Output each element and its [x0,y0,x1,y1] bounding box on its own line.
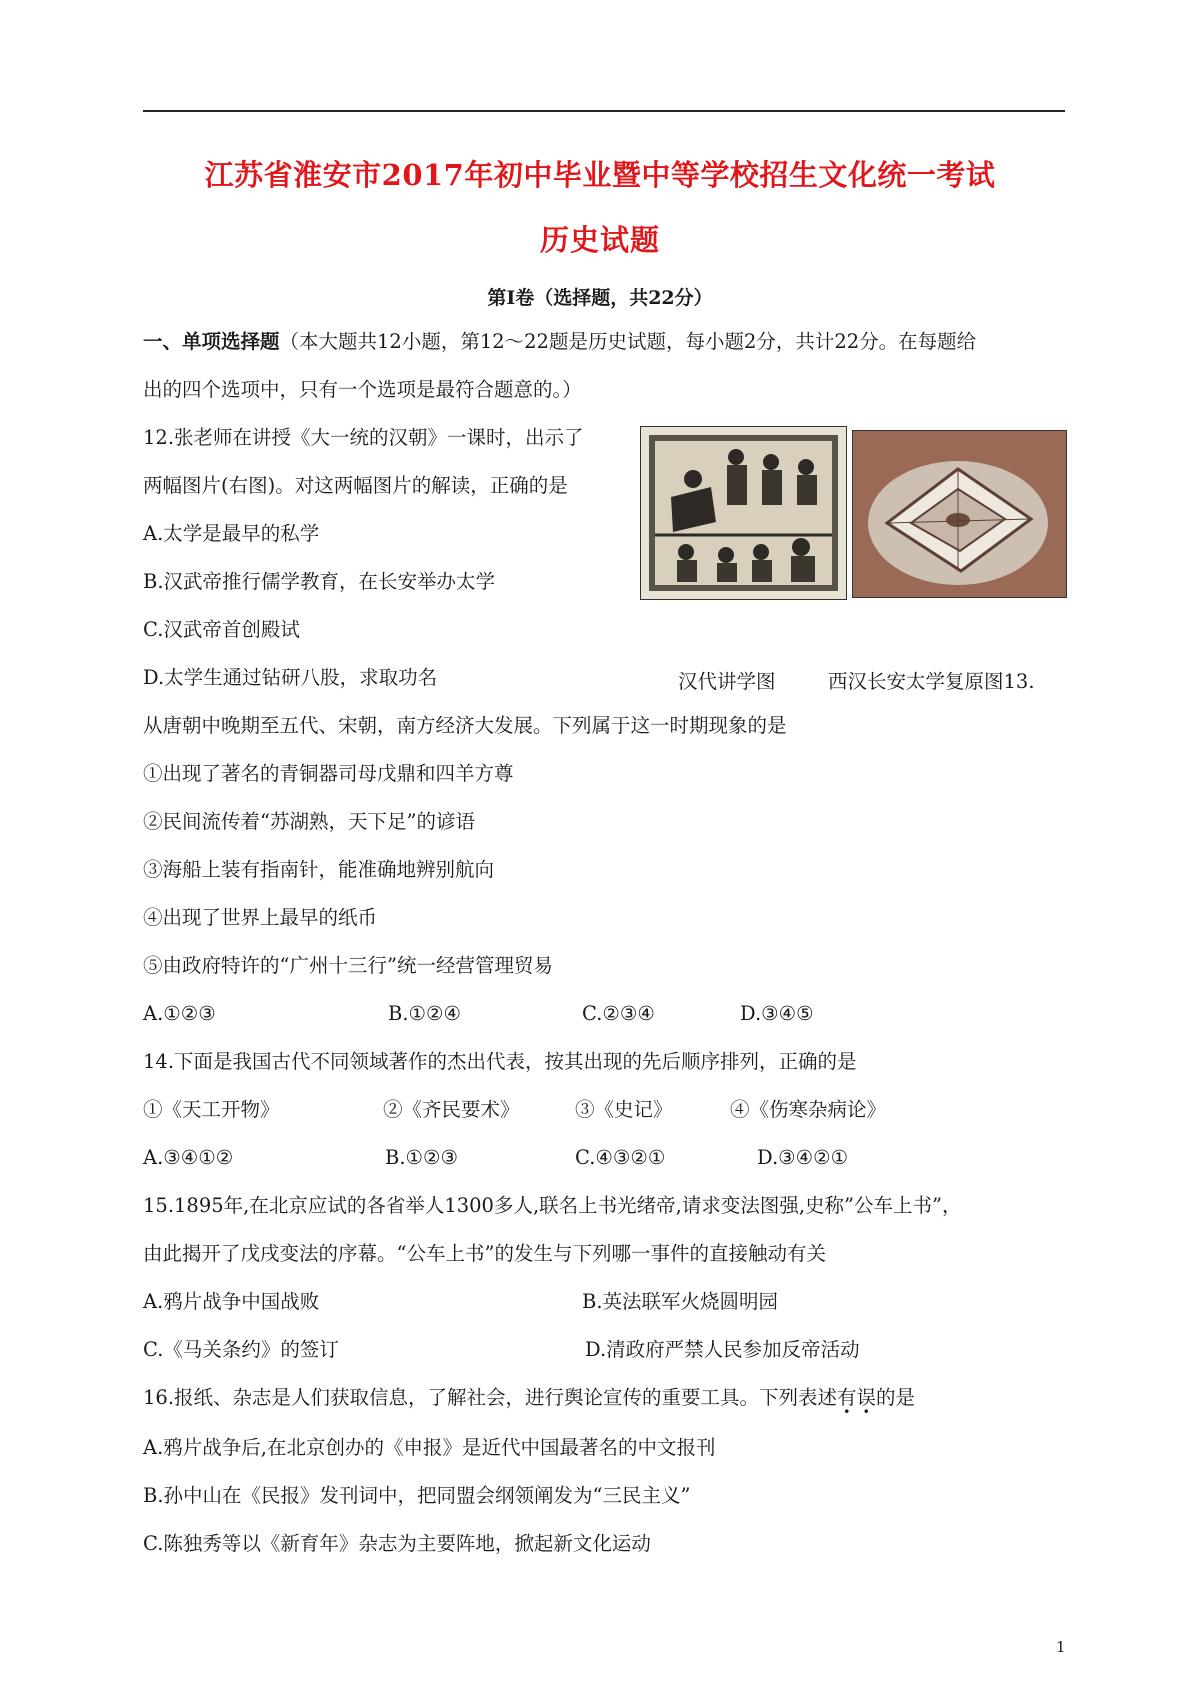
q13-option-b: B.①②④ [388,1002,461,1025]
q12-option-b: B.汉武帝推行儒学教育，在长安举办太学 [143,570,496,593]
q16-option-b: B.孙中山在《民报》发刊词中，把同盟会纲领阐发为“三民主义” [143,1484,691,1507]
instructions-text: （本大题共12小题，第12～22题是历史试题，每小题2分，共计22分。在每题给 [279,330,977,353]
header-rule [143,110,1065,112]
q13-option-d: D.③④⑤ [740,1002,814,1025]
q15-option-d: D.清政府严禁人民参加反帝活动 [585,1338,860,1361]
instructions-heading: 一、单项选择题 [143,330,280,353]
q16-stem-end: 的是 [876,1386,916,1409]
q14-option-b: B.①②③ [385,1146,458,1169]
q13-item-3: ③海船上装有指南针，能准确地辨别航向 [143,858,495,881]
q13-option-c: C.②③④ [582,1002,655,1025]
q13-item-5: ⑤由政府特许的“广州十三行”统一经营管理贸易 [143,954,553,977]
instructions-line-1 [143,330,976,353]
q13-stem: 从唐朝中晚期至五代、宋朝，南方经济大发展。下列属于这一时期现象的是 [143,714,787,737]
q12-stem-2: 两幅图片(右图)。对这两幅图片的解读，正确的是 [143,474,568,497]
q12-stem-1: 12.张老师在讲授《大一统的汉朝》一课时，出示了 [143,426,584,449]
caption-taixue-text: 西汉长安太学复原图 [828,670,1004,693]
exam-title: 江苏省淮安市2017年初中毕业暨中等学校招生文化统一考试 [204,158,996,192]
q14-work-2: ②《齐民要术》 [383,1098,520,1121]
exam-subtitle: 历史试题 [539,223,660,257]
q15-stem-1: 15.1895年,在北京应试的各省举人1300多人,联名上书光绪帝,请求变法图强,史称”公车上书”， [143,1194,962,1217]
q16-emphasis-1: 有 [837,1386,857,1409]
taixue-reconstruction-image [852,430,1067,598]
q16-emphasis-2: 误 [856,1386,877,1409]
q13-item-4: ④出现了世界上最早的纸币 [143,906,378,929]
q14-option-d: D.③④②① [757,1146,849,1169]
q15-option-a: A.鸦片战争中国战败 [143,1290,320,1313]
han-lecture-image [640,426,847,600]
q13-number: 13. [1003,670,1035,693]
q16-stem [143,1386,915,1409]
q14-work-3: ③《史记》 [575,1098,673,1121]
caption-taixue [828,666,1035,694]
q15-option-c: C.《马关条约》的签订 [143,1338,339,1361]
q15-option-b: B.英法联军火烧圆明园 [582,1290,779,1313]
q12-option-c: C.汉武帝首创殿试 [143,618,300,641]
q14-work-1: ①《天工开物》 [143,1098,280,1121]
q16-stem-main: 16.报纸、杂志是人们获取信息，了解社会，进行舆论宣传的重要工具。下列表述 [143,1386,838,1409]
page-number: 1 [1056,1638,1066,1656]
q13-item-2: ②民间流传着“苏湖熟，天下足”的谚语 [143,810,475,833]
q14-option-a: A.③④①② [143,1146,234,1169]
han-lecture-drawing [641,427,846,599]
q13-option-a: A.①②③ [143,1002,216,1025]
q15-stem-2: 由此揭开了戊戌变法的序幕。“公车上书”的发生与下列哪一事件的直接触动有关 [143,1242,826,1265]
taixue-reconstruction-drawing [853,431,1066,597]
q14-work-4: ④《伤寒杂病论》 [730,1098,887,1121]
q14-option-c: C.④③②① [575,1146,666,1169]
q13-item-1: ①出现了著名的青铜器司母戊鼎和四羊方尊 [143,762,514,785]
instructions-line-2: 出的四个选项中，只有一个选项是最符合题意的。） [143,378,582,401]
caption-han-lecture: 汉代讲学图 [678,670,776,693]
q12-option-a: A.太学是最早的私学 [143,522,320,545]
q16-option-c: C.陈独秀等以《新育年》杂志为主要阵地，掀起新文化运动 [143,1532,651,1555]
q14-stem: 14.下面是我国古代不同领域著作的杰出代表，按其出现的先后顺序排列，正确的是 [143,1050,857,1073]
q12-option-d: D.太学生通过钻研八股，求取功名 [143,666,438,689]
section-title: 第Ⅰ卷（选择题，共22分） [487,287,713,309]
q16-option-a: A.鸦片战争后,在北京创办的《申报》是近代中国最著名的中文报刊 [143,1436,716,1459]
